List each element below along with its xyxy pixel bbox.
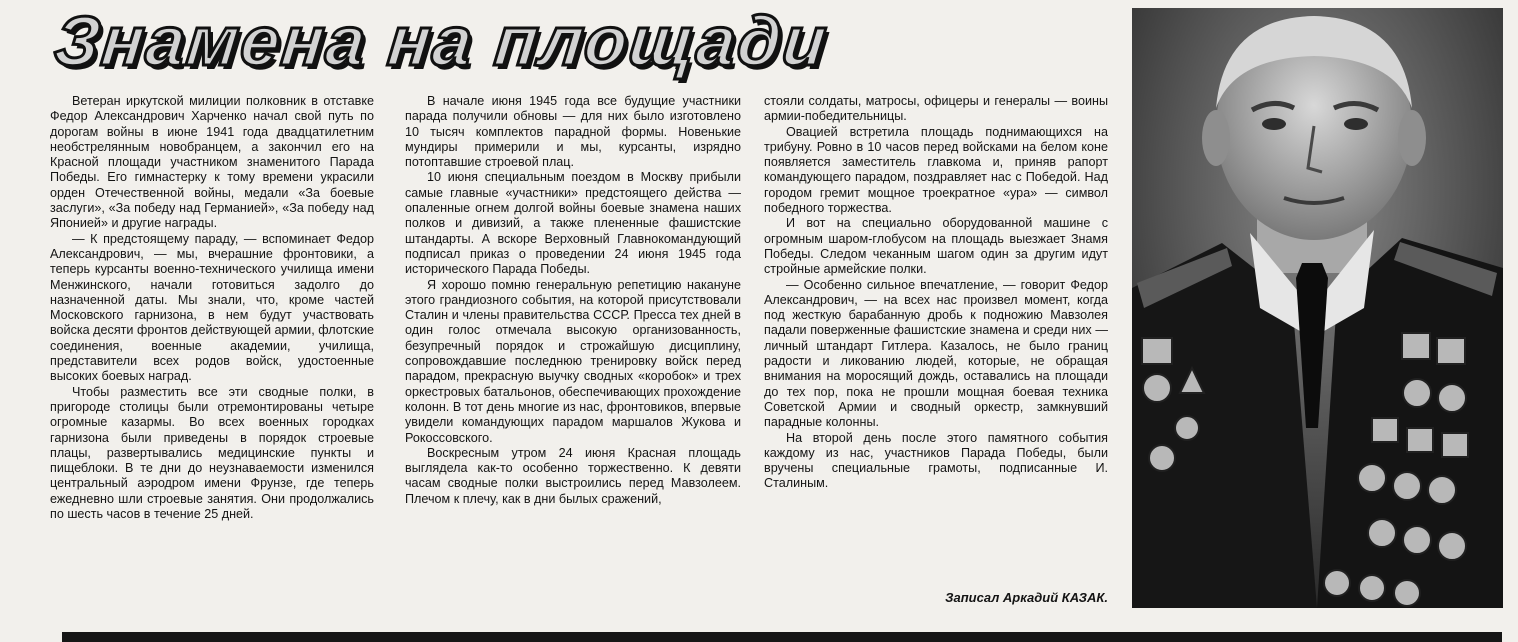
portrait-illustration [1132, 8, 1503, 608]
veteran-portrait-photo [1132, 8, 1503, 608]
paragraph: 10 июня специальным поездом в Москву прибыли самые главные «участники» предстоящего действа — опаленные огнем долгой войны боевые знамена наших полков и дивизий, а также плененные фашистские штандарты. А вскоре Верховный Главнокомандующий подписал приказ о проведении 24 июня 1945 года исторического Парада Победы. [405, 170, 741, 277]
article-column-2 [405, 94, 741, 507]
article-column-1 [50, 94, 374, 522]
article-column-3 [764, 94, 1108, 492]
paragraph: стояли солдаты, матросы, офицеры и генералы — воины армии-победительницы. [764, 94, 1108, 124]
paragraph: В начале июня 1945 года все будущие участники парада получили обновы — для них было изготовлено 10 тысяч комплектов парадной формы. Новенькие мундиры примерили и мы, курсанты, изрядно потоптавшие строевой плац. [405, 94, 741, 170]
paragraph: Я хорошо помню генеральную репетицию накануне этого грандиозного события, на которой присутствовали Сталин и члены правительства СССР. Пресса тех дней в один голос отмечала высокую организованность, безупречный порядок и строжайшую дисциплину, сопровождавшие последнюю тренировку войск перед парадом, прекрасную выучку сводных «коробок» и трех оркестровых батальонов, обеспечивающих прохождение колонн. В тот день многие из нас, фронтовиков, впервые увидели командующих парадом маршалов Жукова и Рокоссовского. [405, 277, 741, 445]
paragraph: Воскресным утром 24 июня Красная площадь выглядела как-то особенно торжественно. К девяти часам сводные полки выстроились перед Мавзолеем. Плечом к плечу, как в дни былых сражений, [405, 445, 741, 506]
byline: Записал Аркадий КАЗАК. [945, 590, 1108, 605]
paragraph: — Особенно сильное впечатление, — говорит Федор Александрович, — на всех нас произвел момент, когда под жесткую барабанную дробь к подножию Мавзолея падали поверженные фашистские знамена и среди них — личный штандарт Гитлера. Казалось, не было границ радости и ликованию людей, которые, не обращая внимания на моросящий дождь, оставались на площади до тех пор, пока не прошли мощная боевая техника Советской Армии и сводный оркестр, замкнувший парадные колонны. [764, 277, 1108, 430]
paragraph: На второй день после этого памятного события каждому из нас, участников Парада Победы, были вручены специальные грамоты, подписанные И. Сталиным. [764, 430, 1108, 491]
headline: Знамена на площади [50, 2, 832, 80]
paragraph: Овацией встретила площадь поднимающихся на трибуну. Ровно в 10 часов перед войсками на белом коне появляется заместитель главкома и, приняв рапорт командующего парадом, поздравляет нас с Победой. Над городом гремит мощное троекратное «ура» — символ победного торжества. [764, 124, 1108, 216]
paragraph: Чтобы разместить все эти сводные полки, в пригороде столицы были отремонтированы четыре огромные казармы. Во всех военных городках гарнизона были приведены в порядок строевые плацы, развертывались медицинские пункты и пищеблоки. В те дни до неузнаваемости изменился центральный аэродром имени Фрунзе, где теперь ежедневно шли строевые занятия. Они продолжались по шесть часов в течение 25 дней. [50, 384, 374, 522]
paragraph: И вот на специально оборудованной машине с огромным шаром-глобусом на площадь выезжает Знамя Победы. Следом чеканным шагом один за другим идут стройные армейские полки. [764, 216, 1108, 277]
paragraph: — К предстоящему параду, — вспоминает Федор Александрович, — мы, вчерашние фронтовики, а теперь курсанты военно-технического училища имени Менжинского, начали готовиться задолго до назначенной даты. Мы знали, что, кроме частей Московского гарнизона, в нем будут участвовать войска десяти фронтов действующей армии, флотские соединения, военные академии, училища, представители всех родов войск, удостоенные высоких боевых наград. [50, 231, 374, 384]
next-article-band [62, 632, 1502, 642]
paragraph: Ветеран иркутской милиции полковник в отставке Федор Александрович Харченко начал свой путь по дорогам войны в июне 1941 года двадцатилетним необстрелянным новобранцем, а закончил его на Красной площади участником знаменитого Парада Победы. Его гимнастерку к тому времени украсили орден Отечественной войны, медали «За боевые заслуги», «За победу над Германией», «За победу над Японией» и другие награды. [50, 94, 374, 231]
